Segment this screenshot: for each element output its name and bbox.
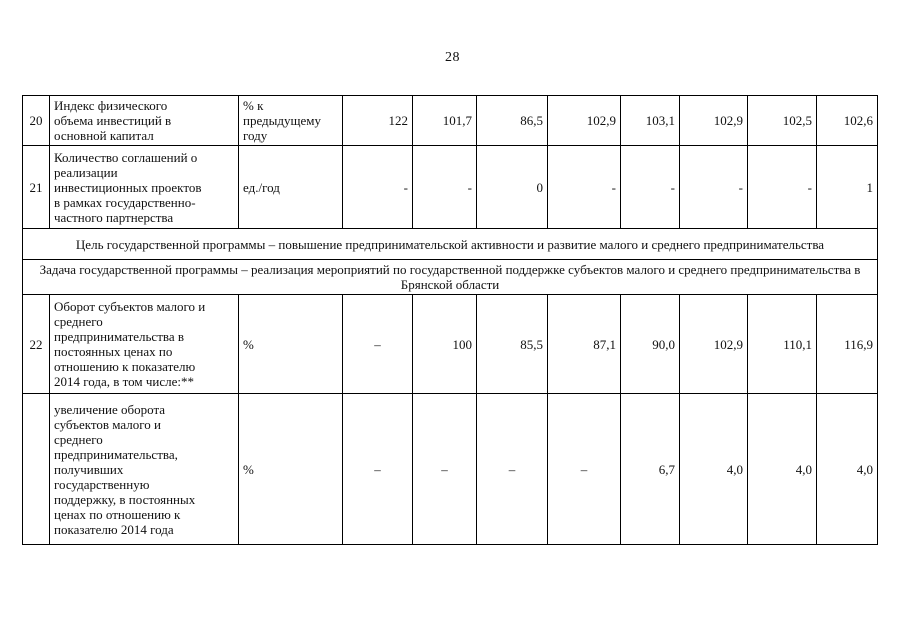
value-cell: 6,7 — [621, 394, 680, 545]
value-cell: - — [748, 146, 817, 229]
value-cell: - — [413, 146, 477, 229]
indicators-table — [22, 95, 878, 545]
page-number: 28 — [445, 50, 460, 65]
value-cell: - — [343, 146, 413, 229]
unit-cell: % — [239, 295, 343, 394]
value-cell: 4,0 — [748, 394, 817, 545]
value-cell: 86,5 — [477, 96, 548, 146]
value-cell: 102,9 — [680, 295, 748, 394]
task-text: Задача государственной программы – реализация мероприятий по государственной поддержке субъектов малого и среднего предпринимательства в Брянской области — [23, 260, 878, 295]
indicator-name: Количество соглашений о реализации инвестиционных проектов в рамках государственно- частного партнерства — [50, 146, 239, 229]
row-number — [23, 394, 50, 545]
table-row — [23, 146, 878, 229]
unit-cell: ед./год — [239, 146, 343, 229]
value-cell: – — [413, 394, 477, 545]
table-row — [23, 96, 878, 146]
value-cell: 110,1 — [748, 295, 817, 394]
value-cell: 122 — [343, 96, 413, 146]
value-cell: 100 — [413, 295, 477, 394]
value-cell: 102,9 — [680, 96, 748, 146]
unit-cell: % — [239, 394, 343, 545]
value-cell: 85,5 — [477, 295, 548, 394]
value-cell: 102,6 — [817, 96, 878, 146]
value-cell: 0 — [477, 146, 548, 229]
value-cell: – — [343, 295, 413, 394]
value-cell: 4,0 — [680, 394, 748, 545]
indicator-name: увеличение оборота субъектов малого и среднего предпринимательства, получивших государственную поддержку, в постоянных ценах по отношению к показателю 2014 года — [50, 394, 239, 545]
value-cell: 1 — [817, 146, 878, 229]
value-cell: – — [343, 394, 413, 545]
task-row — [23, 260, 878, 295]
value-cell: – — [548, 394, 621, 545]
row-number: 22 — [23, 295, 50, 394]
indicator-name: Оборот субъектов малого и среднего предпринимательства в постоянных ценах по отношению к показателю 2014 года, в том числе:** — [50, 295, 239, 394]
value-cell: - — [548, 146, 621, 229]
value-cell: – — [477, 394, 548, 545]
value-cell: 103,1 — [621, 96, 680, 146]
goal-text: Цель государственной программы – повышение предпринимательской активности и развитие малого и среднего предпринимательства — [23, 229, 878, 260]
value-cell: 4,0 — [817, 394, 878, 545]
table-row — [23, 394, 878, 545]
value-cell: 102,5 — [748, 96, 817, 146]
row-number: 21 — [23, 146, 50, 229]
value-cell: 101,7 — [413, 96, 477, 146]
table-row — [23, 295, 878, 394]
indicator-name: Индекс физического объема инвестиций в основной капитал — [50, 96, 239, 146]
value-cell: 87,1 — [548, 295, 621, 394]
value-cell: 116,9 — [817, 295, 878, 394]
goal-row — [23, 229, 878, 260]
value-cell: - — [621, 146, 680, 229]
value-cell: 102,9 — [548, 96, 621, 146]
value-cell: 90,0 — [621, 295, 680, 394]
row-number: 20 — [23, 96, 50, 146]
unit-cell: % к предыдущему году — [239, 96, 343, 146]
value-cell: - — [680, 146, 748, 229]
